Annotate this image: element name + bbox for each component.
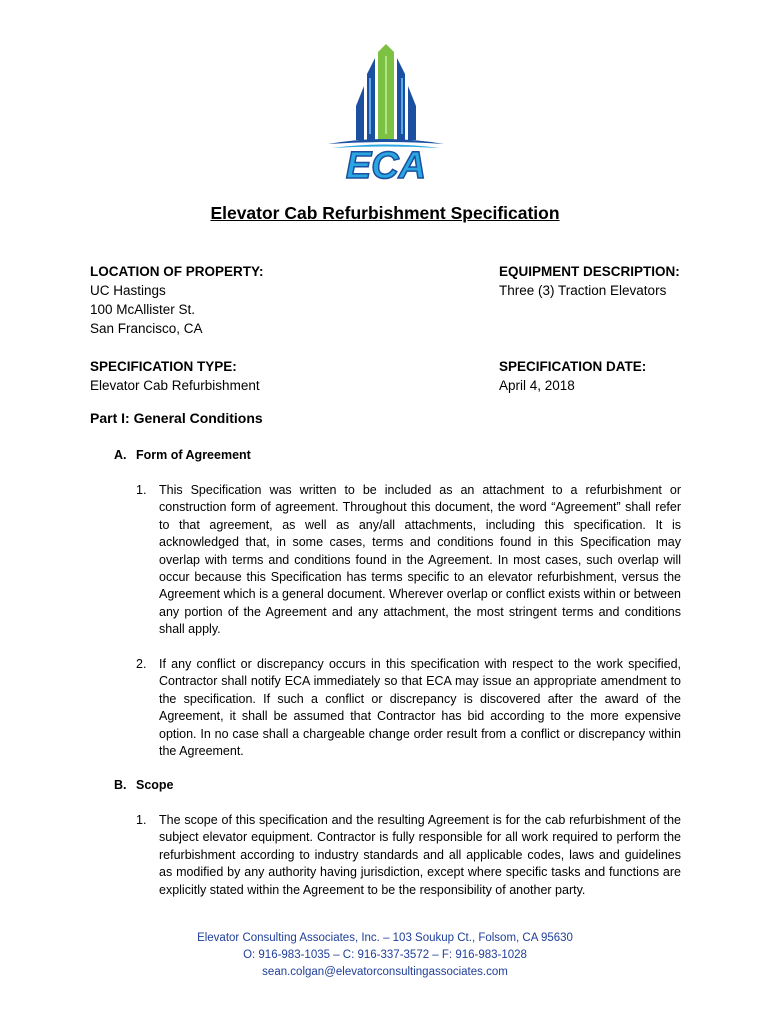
list-item [136,482,681,639]
logo-swoosh-top [328,139,444,144]
footer-phones: O: 916-983-1035 – C: 916-337-3572 – F: 916-983-1028 [243,949,527,961]
location-line: San Francisco, CA [90,321,203,336]
spec-type-label: SPECIFICATION TYPE: [90,359,237,374]
part-heading: Part I: General Conditions [90,410,263,426]
item-text: If any conflict or discrepancy occurs in this specification with respect to the work specified, Contractor shall notify ECA immediately so that ECA may issue an appropriate amendment to the specification. If such a conflict or discrepancy is discovered after the award of the Agreement, it shall be assumed that Contractor has bid according to the more expensive option. In no case shall a chargeable change order result from a conflict or discrepancy within the Agreement. [159,657,681,759]
location-block [90,262,264,338]
footer-email: sean.colgan@elevatorconsultingassociates.com [262,966,508,978]
section-heading-b [114,778,174,792]
spec-date-value: April 4, 2018 [499,378,575,393]
section-heading-a [114,448,251,462]
equipment-label: EQUIPMENT DESCRIPTION: [499,264,680,279]
eca-logo [318,44,454,184]
location-line: 100 McAllister St. [90,302,196,317]
section-letter: A. [114,448,127,462]
location-label: LOCATION OF PROPERTY: [90,264,264,279]
section-title: Form of Agreement [136,448,251,462]
section-letter: B. [114,778,127,792]
logo-building-right-outer [408,86,416,140]
spec-date-label: SPECIFICATION DATE: [499,359,647,374]
item-number: 1. [136,813,147,827]
item-number: 2. [136,657,147,671]
list-item [136,656,681,760]
item-text: The scope of this specification and the resulting Agreement is for the cab refurbishment of the subject elevator equipment. Contractor is fully responsible for all work required to perform the refurbishment according to industry standards and all applicable codes, laws and guidelines as modified by any authority having jurisdiction, except where specific tasks and functions are explicitly stated within the Agreement to be the responsibility of another party. [159,813,681,897]
item-text: This Specification was written to be included as an attachment to a refurbishment or construction form of agreement. Throughout this document, the word “Agreement” shall refer to that agreement, as well as any/all attachments, including this specification. It is acknowledged that, in some cases, terms and conditions found in this Specification may overlap with terms and conditions found in the Agreement. In most cases, such overlap will occur because this Specification has terms specific to an elevator refurbishment, versus the Agreement which is a general document. Wherever overlap or conflict exists within or between any portion of the Agreement and any attachment, the most stringent terms and conditions shall apply. [159,483,681,637]
logo-building-left-outer [356,86,364,140]
spec-type-value: Elevator Cab Refurbishment [90,378,260,393]
section-title: Scope [136,778,174,792]
document-title: Elevator Cab Refurbishment Specification [210,203,560,223]
page-footer [0,930,770,981]
item-number: 1. [136,483,147,497]
spec-type-block [90,357,260,395]
list-item [136,812,681,899]
equipment-value: Three (3) Traction Elevators [499,283,667,298]
location-line: UC Hastings [90,283,166,298]
equipment-block [499,262,680,300]
spec-date-block [499,357,646,395]
footer-address: Elevator Consulting Associates, Inc. – 103 Soukup Ct., Folsom, CA 95630 [197,932,573,944]
logo-text: ECA [345,145,427,184]
